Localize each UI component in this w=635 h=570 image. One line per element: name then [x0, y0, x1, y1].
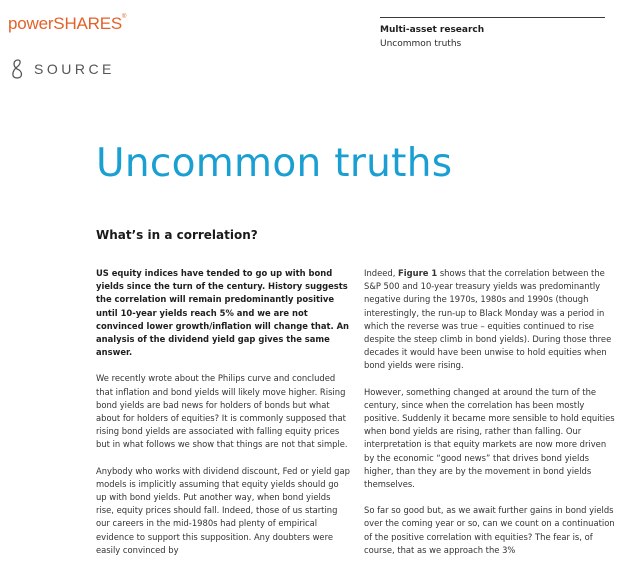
body-paragraph-3	[364, 267, 619, 373]
source-wordmark: SOURCE	[34, 61, 115, 77]
right-column	[364, 267, 619, 570]
source-logo	[8, 58, 115, 80]
body-paragraph-2: Anybody who works with dividend discount, Fed or yield gap models is implicitly assuming that equity yields should go up with bond yields. Put another way, when bond yields rise, equity prices should fall. Indeed, those of us starting our careers in the mid-1980s had plenty of empirical evidence to support this supposition. Any doubters were easily convinced by	[96, 465, 350, 555]
powershares-wordmark: powerSHARES	[8, 14, 123, 33]
paragraph-rest: shows that the correlation between the S&P 500 and 10-year treasury yields was predominantly negative during the 1970s, 1980s and 1990s (though interestingly, the run-up to Black Monday was a period in which the reverse was true – equities continued to rise despite the steep climb in bond yields). During those three decades it would have been unwise to hold equities when bond yields were rising.	[364, 268, 612, 371]
paragraph-start: Indeed,	[364, 268, 399, 278]
figure-1-reference: Figure 1	[398, 268, 438, 278]
powershares-logo	[8, 14, 126, 34]
section-heading: What’s in a correlation?	[96, 228, 258, 242]
header-divider	[380, 17, 605, 18]
body-paragraph-5: So far so good but, as we await further gains in bond yields over the coming year or so, can we count on a continuation of the positive correlation with equities? The fear is, of course, that as we approach the 3%	[364, 505, 615, 555]
page-title: Uncommon truths	[96, 141, 453, 186]
header-section-label: Multi-asset research	[380, 25, 485, 35]
body-paragraph-1: We recently wrote about the Philips curve and concluded that inflation and bond yields will likely move higher. Rising bond yields are bad news for holders of bonds but what about for holders of equities? It is commonly supposed that rising bond yields are associated with falling equity prices but in what follows we show that things are not that simple.	[96, 373, 348, 450]
source-knot-icon	[8, 58, 26, 80]
registered-mark: ®	[122, 14, 127, 20]
body-paragraph-4: However, something changed at around the turn of the century, since when the correlation has been mostly positive. Suddenly it became more sensible to hold equities when bond yields are rising, rather than falling. Our interpretation is that equity markets are now more driven by the economic “good news” that drives bond yields higher, than they are by the movement in bond yields themselves.	[364, 386, 615, 490]
lead-paragraph: US equity indices have tended to go up with bond yields since the turn of the century. History suggests the correlation will remain predominantly positive until 10-year yields reach 5% and we are not convinced lower growth/inflation will change that. An analysis of the dividend yield gap gives the same answer.	[96, 268, 350, 358]
left-column	[96, 267, 351, 570]
header-series-label: Uncommon truths	[380, 39, 462, 49]
